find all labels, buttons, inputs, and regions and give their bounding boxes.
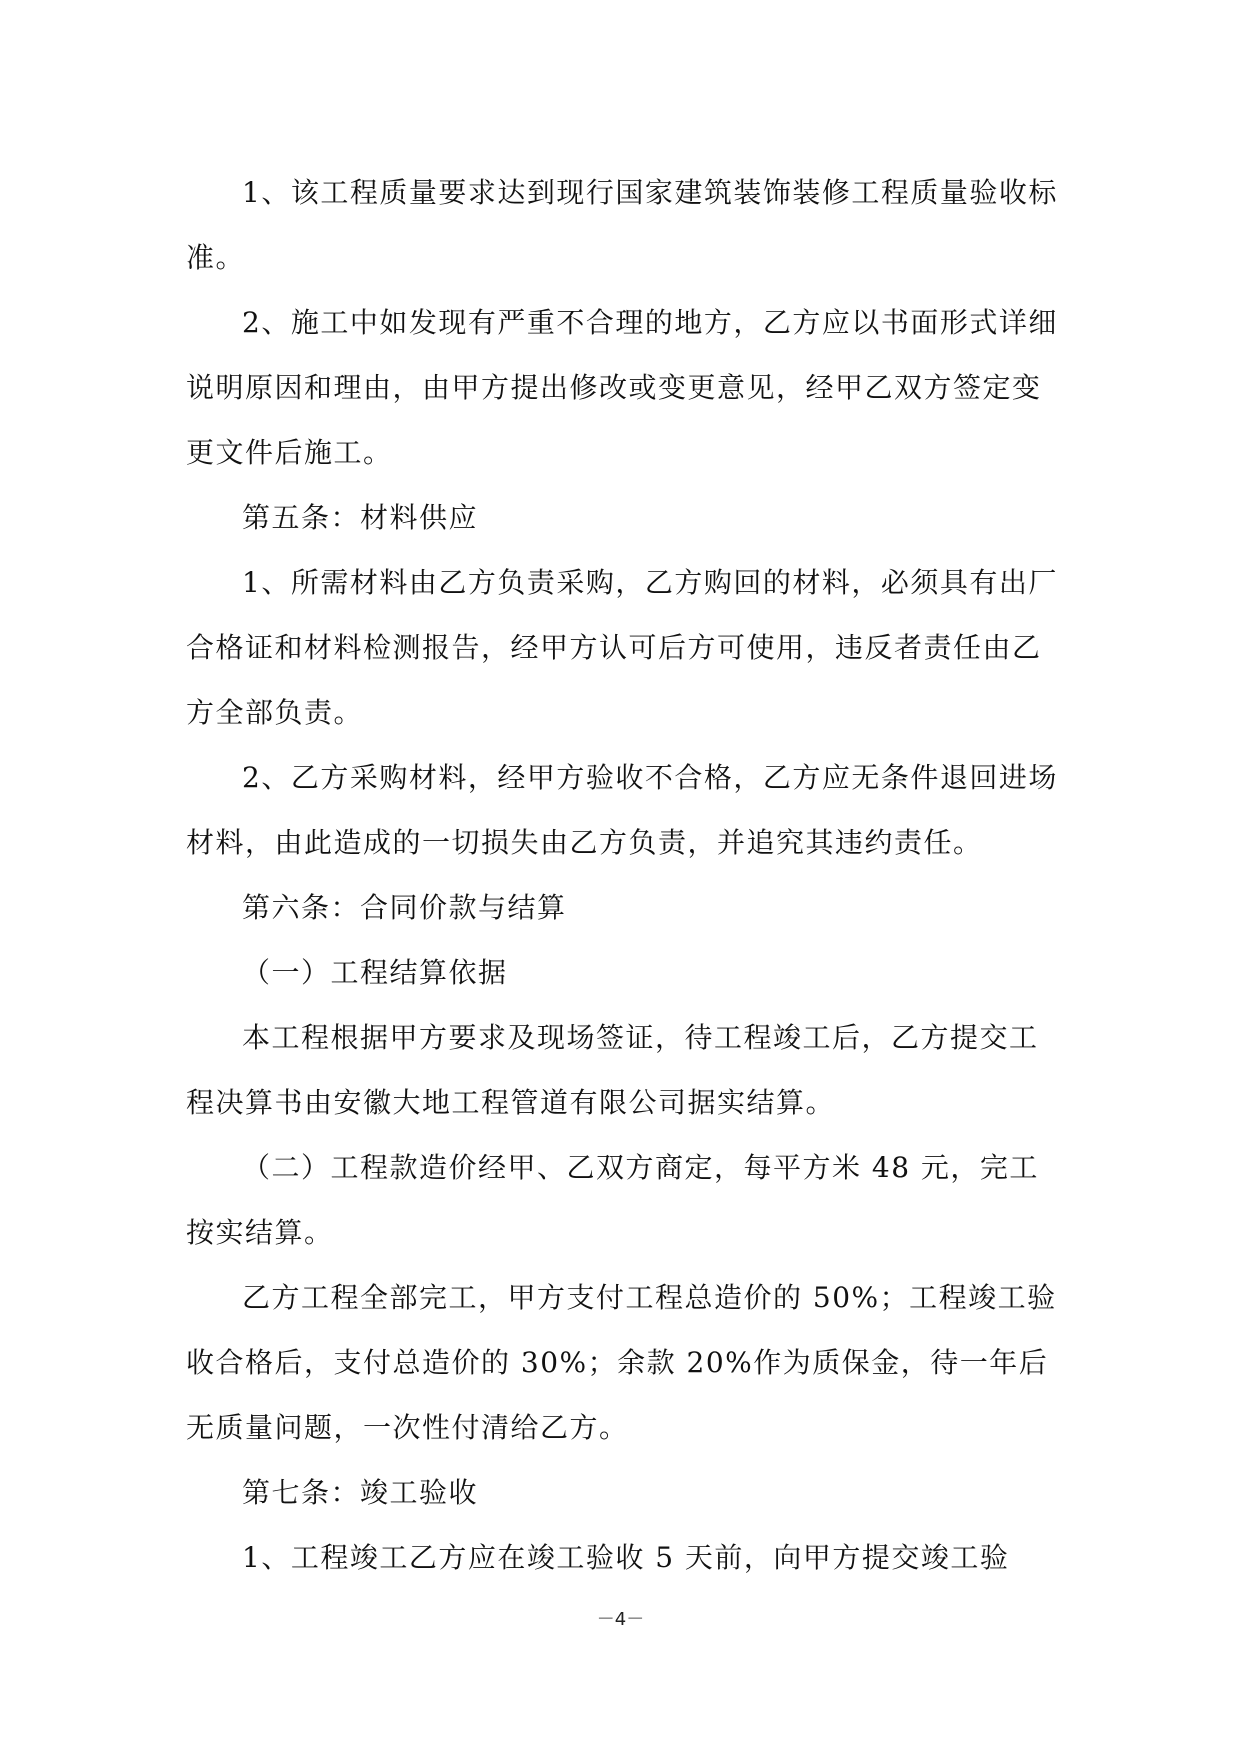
page-number: －4－ xyxy=(596,1609,645,1630)
document-body xyxy=(186,160,1066,1590)
paragraph-construction-changes: 2、施工中如发现有严重不合理的地方，乙方应以书面形式详细说明原因和理由，由甲方提出修改或变更意见，经甲乙双方签定变更文件后施工。 xyxy=(186,306,1058,469)
subheading-settlement-basis: （一）工程结算依据 xyxy=(242,956,508,989)
section-heading-article-6: 第六条：合同价款与结算 xyxy=(242,891,567,924)
section-heading-article-7: 第七条：竣工验收 xyxy=(242,1476,479,1509)
paragraph-payment-schedule: 乙方工程全部完工，甲方支付工程总造价的 50%；工程竣工验收合格后，支付总造价的 30%；余款 20%作为质保金，待一年后无质量问题，一次性付清给乙方。 xyxy=(186,1281,1057,1444)
paragraph-unit-price: （二）工程款造价经甲、乙双方商定，每平方米 48 元，完工按实结算。 xyxy=(186,1151,1039,1249)
paragraph-completion-acceptance: 1、工程竣工乙方应在竣工验收 5 天前，向甲方提交竣工验 xyxy=(242,1541,1010,1574)
paragraph-quality-standard: 1、该工程质量要求达到现行国家建筑装饰装修工程质量验收标准。 xyxy=(186,176,1058,274)
section-heading-article-5: 第五条：材料供应 xyxy=(242,501,479,534)
paragraph-material-purchase: 1、所需材料由乙方负责采购，乙方购回的材料，必须具有出厂合格证和材料检测报告，经甲方认可后方可使用，违反者责任由乙方全部负责。 xyxy=(186,566,1058,729)
paragraph-settlement-basis: 本工程根据甲方要求及现场签证，待工程竣工后，乙方提交工程决算书由安徽大地工程管道有限公司据实结算。 xyxy=(186,1021,1039,1119)
paragraph-material-rejection: 2、乙方采购材料，经甲方验收不合格，乙方应无条件退回进场材料，由此造成的一切损失由乙方负责，并追究其违约责任。 xyxy=(186,761,1058,859)
